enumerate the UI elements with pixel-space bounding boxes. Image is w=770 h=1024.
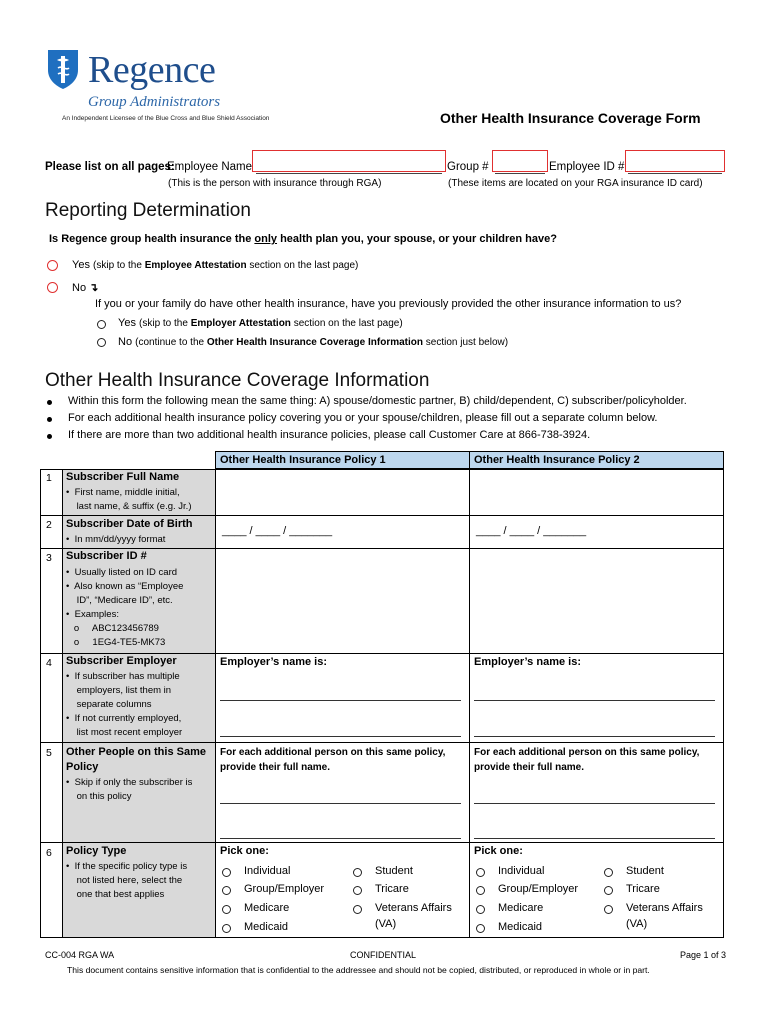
p2-medicaid-label: Medicaid	[498, 921, 543, 933]
policy-1-dob-field[interactable]: ____ / ____ / _______	[222, 525, 333, 537]
row-number: 1	[46, 472, 52, 484]
policy-1-employer-line-2[interactable]	[220, 736, 461, 737]
logo	[46, 48, 80, 95]
policy-1-employer-label: Employer’s name is:	[220, 656, 327, 668]
policy-2-employer-line-2[interactable]	[474, 736, 715, 737]
group-field[interactable]	[492, 150, 548, 172]
subscriber-full-name-hint: • First name, middle initial, last name, & suffix (e.g. Jr.)	[66, 487, 192, 512]
followup-no-option: No (continue to the Other Health Insurance Coverage Information section just below)	[118, 336, 509, 348]
row-number: 6	[46, 847, 52, 859]
policy-1-other-people-instructions: For each additional person on this same policy, provide their full name.	[220, 747, 446, 773]
coverage-bullet-3: If there are more than two additional health insurance policies, please call Customer Care at 866-738-3924.	[68, 429, 591, 441]
confidentiality-notice: This document contains sensitive information that is confidential to the addressee and should not be copied, distributed, or reproduced in whole or in part.	[67, 965, 650, 975]
p1-va-label: (VA)	[375, 918, 397, 930]
policy-1-other-people-line-1[interactable]	[220, 803, 461, 804]
reporting-no-radio[interactable]	[47, 282, 58, 293]
subscriber-employer-label: Subscriber Employer	[66, 655, 177, 667]
p2-student-radio[interactable]	[604, 868, 613, 877]
subscriber-id-label: Subscriber ID #	[66, 550, 147, 562]
row-number: 2	[46, 519, 52, 531]
p2-medicaid-radio[interactable]	[476, 924, 485, 933]
policy-1-subscriber-id-field[interactable]	[216, 549, 468, 652]
employee-name-label: Employee Name	[167, 161, 253, 173]
reporting-yes-radio[interactable]	[47, 260, 58, 271]
p2-medicare-label: Medicare	[498, 902, 544, 914]
followup-yes-radio[interactable]	[97, 320, 106, 329]
reporting-no-option: No ↴	[72, 282, 99, 294]
subscriber-full-name-label: Subscriber Full Name	[66, 471, 180, 483]
followup-no-radio[interactable]	[97, 338, 106, 347]
p2-tricare-label: Tricare	[626, 883, 660, 895]
p2-individual-label: Individual	[498, 865, 545, 877]
p1-individual-radio[interactable]	[222, 868, 231, 877]
policy-2-other-people-line-2[interactable]	[474, 838, 715, 839]
other-people-label: Other People on this Same Policy	[66, 746, 206, 773]
p1-medicaid-label: Medicaid	[244, 921, 289, 933]
employee-name-note: (This is the person with insurance through RGA)	[168, 178, 382, 189]
p1-tricare-radio[interactable]	[353, 886, 362, 895]
p1-group-employer-label: Group/Employer	[244, 883, 325, 895]
logo-name: Regence	[88, 49, 216, 91]
p2-group-employer-radio[interactable]	[476, 886, 485, 895]
policy-2-employer-line-1[interactable]	[474, 700, 715, 701]
coverage-bullet-2: For each additional health insurance policy covering you or your spouse/children, please fill out a separate column below.	[68, 412, 658, 424]
policy-2-pick-one: Pick one:	[474, 845, 523, 857]
policy-2-other-people-instructions: For each additional person on this same policy, provide their full name.	[474, 747, 700, 773]
p1-student-radio[interactable]	[353, 868, 362, 877]
subscriber-employer-hint: • If subscriber has multiple employers, list them in separate columns • If not currently employed, list most recent employer	[66, 671, 183, 738]
policy-1-header: Other Health Insurance Policy 1	[215, 451, 470, 469]
row-number: 3	[46, 552, 52, 564]
other-people-hint: • Skip if only the subscriber is on this policy	[66, 777, 193, 802]
p1-tricare-label: Tricare	[375, 883, 409, 895]
subscriber-dob-hint: • In mm/dd/yyyy format	[66, 534, 166, 545]
p1-student-label: Student	[375, 865, 413, 877]
p1-veterans-affairs-label: Veterans Affairs	[375, 902, 452, 914]
p2-medicare-radio[interactable]	[476, 905, 485, 914]
turn-down-arrow-icon: ↴	[89, 282, 99, 294]
policy-type-label: Policy Type	[66, 845, 127, 857]
policy-2-employer-label: Employer’s name is:	[474, 656, 581, 668]
policy-type-hint: • If the specific policy type is not listed here, select the one that best applies	[66, 861, 188, 900]
policy-2-header: Other Health Insurance Policy 2	[469, 451, 724, 469]
coverage-bullet-1: Within this form the following mean the same thing: A) spouse/domestic partner, B) child/dependent, C) subscriber/policyholder.	[68, 395, 687, 407]
reporting-question: Is Regence group health insurance the only health plan you, your spouse, or your children have?	[49, 233, 557, 245]
row-number: 4	[46, 657, 52, 669]
subscriber-dob-label: Subscriber Date of Birth	[66, 518, 193, 530]
p2-tricare-radio[interactable]	[604, 886, 613, 895]
p1-group-employer-radio[interactable]	[222, 886, 231, 895]
policy-2-dob-field[interactable]: ____ / ____ / _______	[476, 525, 587, 537]
reporting-heading: Reporting Determination	[45, 200, 251, 221]
p1-individual-label: Individual	[244, 865, 291, 877]
p2-group-employer-label: Group/Employer	[498, 883, 579, 895]
employee-name-field[interactable]	[252, 150, 446, 172]
group-label: Group #	[447, 161, 489, 173]
logo-subtitle: Group Administrators	[88, 94, 221, 110]
page-number: Page 1 of 3	[680, 950, 727, 960]
reporting-yes-option: Yes (skip to the Employee Attestation section on the last page)	[72, 259, 359, 271]
policy-1-subscriber-name-field[interactable]	[216, 470, 468, 514]
shield-logo-icon	[46, 48, 80, 90]
id-card-note: (These items are located on your RGA insurance ID card)	[448, 178, 703, 189]
policy-2-other-people-line-1[interactable]	[474, 803, 715, 804]
confidential-label: CONFIDENTIAL	[350, 950, 417, 960]
p1-medicare-label: Medicare	[244, 902, 290, 914]
row-number: 5	[46, 747, 52, 759]
p1-medicaid-radio[interactable]	[222, 924, 231, 933]
policy-1-pick-one: Pick one:	[220, 845, 269, 857]
policy-1-other-people-line-2[interactable]	[220, 838, 461, 839]
policy-2-subscriber-id-field[interactable]	[470, 549, 722, 652]
form-title: Other Health Insurance Coverage Form	[440, 110, 701, 126]
subscriber-id-hint: • Usually listed on ID card • Also known as “Employee ID”, “Medicare ID”, etc. • Examples: o ABC123456789 o 1EG4-TE5-MK73	[66, 567, 184, 648]
reporting-followup: If you or your family do have other health insurance, have you previously provided the other insurance information to us?	[95, 298, 682, 310]
p2-va-label: (VA)	[626, 918, 648, 930]
form-code: CC-004 RGA WA	[45, 950, 115, 960]
policy-2-subscriber-name-field[interactable]	[470, 470, 722, 514]
employee-id-label: Employee ID #	[549, 161, 625, 173]
followup-yes-option: Yes (skip to the Employer Attestation section on the last page)	[118, 317, 403, 329]
p2-student-label: Student	[626, 865, 664, 877]
please-list-label: Please list on all pages:	[45, 161, 175, 173]
policy-1-employer-line-1[interactable]	[220, 700, 461, 701]
p2-veterans-affairs-label: Veterans Affairs	[626, 902, 703, 914]
employee-id-field[interactable]	[625, 150, 725, 172]
logo-tagline: An Independent Licensee of the Blue Cross and Blue Shield Association	[62, 115, 270, 122]
coverage-heading: Other Health Insurance Coverage Information	[45, 370, 430, 391]
p1-veterans-affairs-radio[interactable]	[353, 905, 362, 914]
p2-veterans-affairs-radio[interactable]	[604, 905, 613, 914]
p2-individual-radio[interactable]	[476, 868, 485, 877]
p1-medicare-radio[interactable]	[222, 905, 231, 914]
